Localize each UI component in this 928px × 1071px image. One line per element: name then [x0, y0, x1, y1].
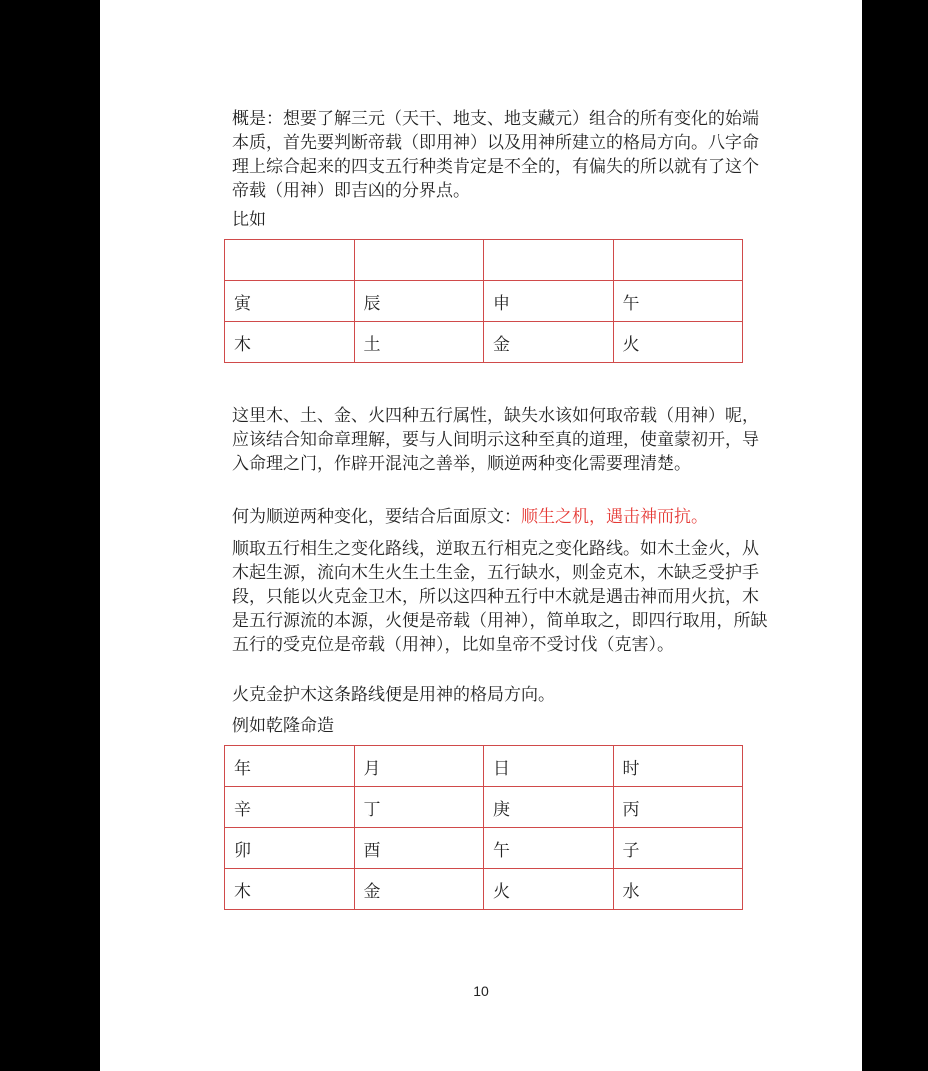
table-cell [225, 240, 355, 281]
table-cell: 庚 [484, 787, 614, 828]
table-cell: 火 [613, 322, 743, 363]
qianlong-chart-table [224, 745, 743, 910]
table-row [225, 281, 743, 322]
quoted-text: 顺生之机，遇击神而抗。 [521, 507, 708, 527]
table-cell: 火 [484, 869, 614, 910]
table-row [225, 787, 743, 828]
table-cell: 年 [225, 746, 355, 787]
page-number: 10 [473, 983, 489, 999]
question-paragraph [232, 505, 772, 529]
question-text: 何为顺逆两种变化，要结合后面原文： [232, 507, 521, 527]
table-cell [354, 240, 484, 281]
table-cell [484, 240, 614, 281]
table-cell: 时 [613, 746, 743, 787]
table-row [225, 869, 743, 910]
table-cell: 木 [225, 322, 355, 363]
table-cell: 丙 [613, 787, 743, 828]
table-cell: 申 [484, 281, 614, 322]
wuxing-table [224, 239, 743, 363]
table-cell [613, 240, 743, 281]
table-cell: 月 [354, 746, 484, 787]
table-cell: 午 [613, 281, 743, 322]
table-cell: 木 [225, 869, 355, 910]
table-row [225, 828, 743, 869]
explanation-paragraph: 这里木、土、金、火四种五行属性，缺失水该如何取帝载（用神）呢，应该结合知命章理解，要与人间明示这种至真的道理，使童蒙初开，导入命理之门，作辟开混沌之善举，顺逆两种变化需要理清楚。 [232, 406, 759, 474]
table-row [225, 240, 743, 281]
table-cell: 午 [484, 828, 614, 869]
intro-paragraph: 概是：想要了解三元（天干、地支、地支藏元）组合的所有变化的始端本质，首先要判断帝载（即用神）以及用神所建立的格局方向。八字命理上综合起来的四支五行种类肯定是不全的，有偏失的所以就有了这个帝载（用神）即吉凶的分界点。 [232, 109, 759, 201]
table-cell: 日 [484, 746, 614, 787]
analysis-paragraph: 顺取五行相生之变化路线，逆取五行相克之变化路线。如木土金火，从木起生源，流向木生火生土生金，五行缺水，则金克木，木缺乏受护手段，只能以火克金卫木，所以这四种五行中木就是遇击神而用火抗，木是五行源流的本源，火便是帝载（用神），简单取之，即四行取用，所缺五行的受克位是帝载（用神），比如皇帝不受讨伐（克害）。 [232, 539, 768, 655]
example-label: 比如 [232, 210, 266, 230]
table-cell: 辰 [354, 281, 484, 322]
table-cell: 水 [613, 869, 743, 910]
table-cell: 卯 [225, 828, 355, 869]
table-cell: 子 [613, 828, 743, 869]
conclusion-paragraph: 火克金护木这条路线便是用神的格局方向。 [232, 685, 555, 705]
table-cell: 金 [484, 322, 614, 363]
document-page [100, 0, 862, 1071]
table-cell: 寅 [225, 281, 355, 322]
table-row [225, 322, 743, 363]
table-row [225, 746, 743, 787]
table-cell: 金 [354, 869, 484, 910]
table-cell: 酉 [354, 828, 484, 869]
example-heading: 例如乾隆命造 [232, 716, 334, 736]
table-cell: 土 [354, 322, 484, 363]
table-cell: 丁 [354, 787, 484, 828]
table-cell: 辛 [225, 787, 355, 828]
